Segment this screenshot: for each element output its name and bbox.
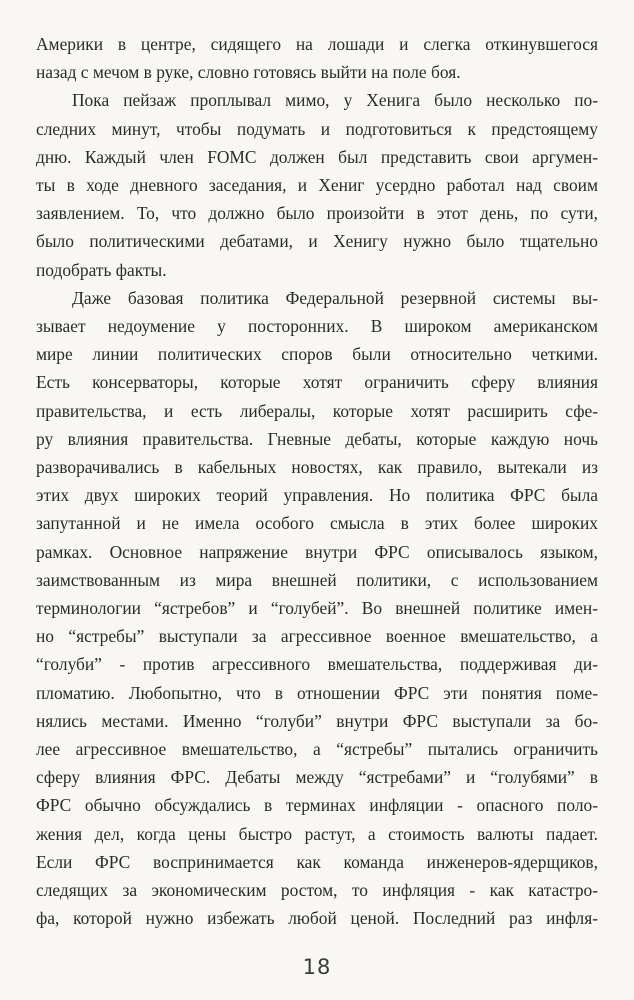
text-line: Если ФРС воспринимается как команда инженеров-ядерщиков, <box>36 851 598 872</box>
page-number: 18 <box>302 955 332 979</box>
text-line: но “ястребы” выступали за агрессивное военное вмешательство, а <box>36 626 598 647</box>
text-line: терминологии “ястребов” и “голубей”. Во внешней политике имен- <box>36 598 598 618</box>
text-line: Даже базовая политика Федеральной резервной системы вы- <box>72 287 598 308</box>
text-line: правительства, и есть либералы, которые хотят расширить сфе- <box>36 400 598 421</box>
text-line: рамках. Основное напряжение внутри ФРС описывалось языком, <box>36 541 598 562</box>
text-line: следних минут, чтобы подумать и подготовиться к предстоящему <box>36 118 598 139</box>
text-line: заимствованным из мира внешней политики, с использованием <box>36 569 598 590</box>
text-line: дню. Каждый член FOMC должен был представить свои аргумен- <box>36 146 598 167</box>
text-line: этих двух широких теорий управления. Но политика ФРС была <box>36 485 598 506</box>
text-line: Америки в центре, сидящего на лошади и слегка откинувшегося <box>36 34 598 54</box>
text-line: жения дел, когда цены быстро растут, а стоимость валюты падает. <box>36 823 598 844</box>
text-line: было политическими дебатами, и Хенигу нужно было тщательно <box>36 231 598 252</box>
text-line: нялись местами. Именно “голуби” внутри ФРС выступали за бо- <box>36 710 598 731</box>
text-line: ру влияния правительства. Гневные дебаты, которые каждую ночь <box>36 428 598 449</box>
text-line: ФРС обычно обсуждались в терминах инфляции - опасного поло- <box>36 795 598 816</box>
text-line: подобрать факты. <box>36 259 167 280</box>
text-line: разворачивались в кабельных новостях, как правило, вытекали из <box>36 457 598 477</box>
text-line: заявлением. То, что должно было произойти в этот день, по сути, <box>36 203 598 224</box>
text-line: пломатию. Любопытно, что в отношении ФРС эти понятия поме- <box>36 682 598 703</box>
text-line: зывает недоумение у посторонних. В широком американском <box>36 316 598 336</box>
text-line: следящих за экономическим ростом, то инфляция - как катастро- <box>36 880 598 900</box>
text-line: запутанной и не имела особого смысла в этих более широких <box>36 513 598 534</box>
text-line: ты в ходе дневного заседания, и Хениг усердно работал над своим <box>36 175 598 195</box>
text-line: назад с мечом в руке, словно готовясь выйти на поле боя. <box>36 62 461 83</box>
text-line: фа, которой нужно избежать любой ценой. Последний раз инфля- <box>36 908 598 929</box>
text-line: “голуби” - против агрессивного вмешательства, поддерживая ди- <box>36 654 598 675</box>
text-line: сферу влияния ФРС. Дебаты между “ястребами” и “голубями” в <box>36 767 598 788</box>
text-line: Пока пейзаж проплывал мимо, у Хенига было несколько по- <box>72 90 598 111</box>
text-line: Есть консерваторы, которые хотят ограничить сферу влияния <box>36 372 598 393</box>
text-line: лее агрессивное вмешательство, а “ястребы” пытались ограничить <box>36 739 598 759</box>
text-line: мире линии политических споров были относительно четкими. <box>36 344 598 365</box>
